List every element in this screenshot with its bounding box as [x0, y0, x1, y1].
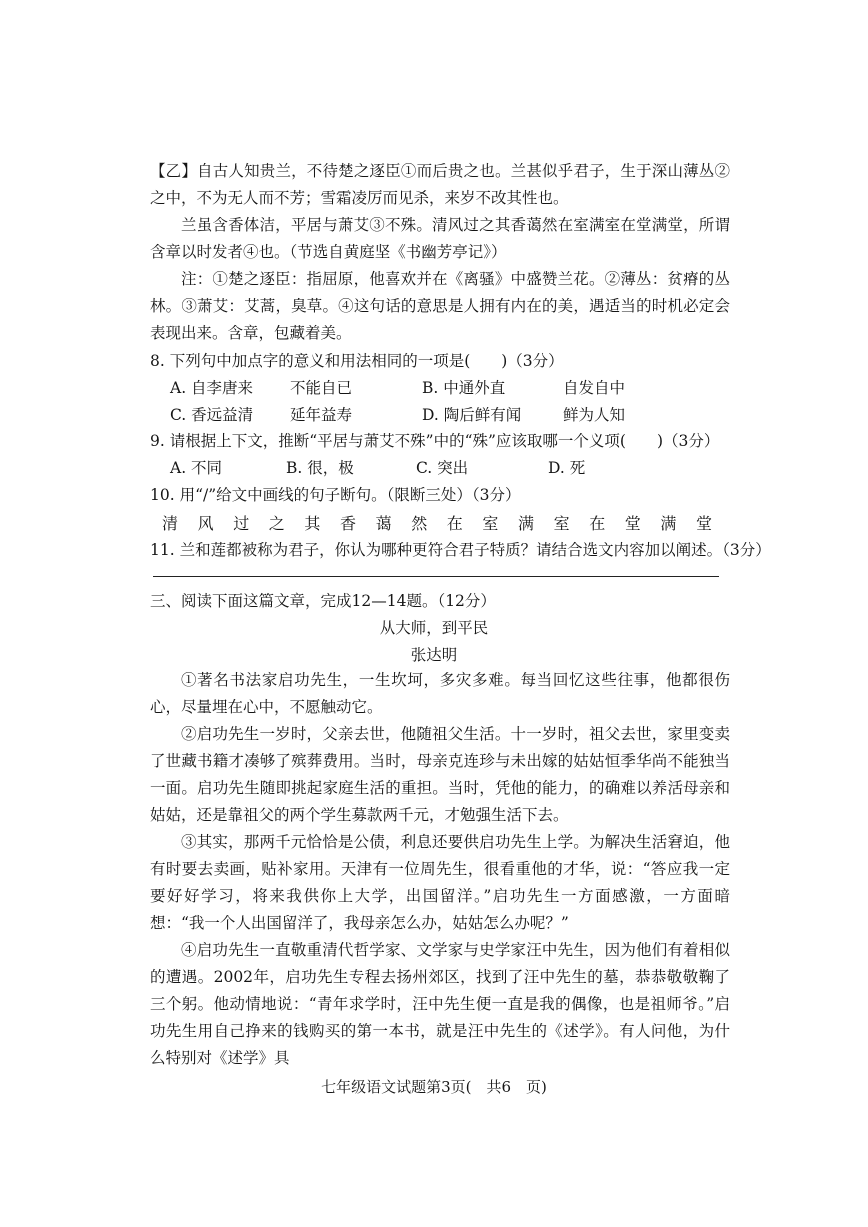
passage-b-notes: 注：①楚之逐臣：指屈原，他喜欢并在《离骚》中盛赞兰花。②薄丛：贫瘠的丛林。③萧艾：艾蒿，臭草。④这句话的意思是人拥有内在的美，遇适当的时机必定会表现出来。含章，包藏着美。 — [150, 270, 730, 342]
passage-b-para-2: 兰虽含香体洁，平居与萧艾③不殊。清风过之其香蔼然在室满室在堂满堂，所谓含章以时发者④也。（节选自黄庭坚《书幽芳亭记》） — [150, 216, 730, 261]
q8-option-d-right: 鲜为人知 — [563, 406, 626, 424]
passage-b-para-1: 【乙】自古人知贵兰，不待楚之逐臣①而后贵之也。兰甚似乎君子，生于深山薄丛②之中，不为无人而不芳；雪霜凌厉而见杀，来岁不改其性也。 — [150, 162, 730, 207]
passage-b — [150, 158, 730, 347]
q8-option-a-left: A. 自李唐来 — [170, 379, 254, 397]
article-para-2: ②启功先生一岁时，父亲去世，他随祖父生活。十一岁时，祖父去世，家里变卖了世藏书籍才凑够了殡葬费用。当时，母亲克连珍与未出嫁的姑姑恒季华尚不能独当一面。启功先生随即挑起家庭生活的重担。当时，凭他的能力，的确难以养活母亲和姑姑，还是靠祖父的两个学生募款两千元，才勉强生活下去。 — [150, 725, 730, 824]
q11-stem: 11. 兰和莲都被称为君子，你认为哪种更符合君子特质？请结合选文内容加以阐述。（3分） — [150, 541, 771, 559]
article-title: 从大师，到平民 — [379, 619, 489, 637]
page-footer: 七年级语文试题第3页( 共6 页) — [321, 1078, 547, 1096]
q10-stem: 10. 用“/”给文中画线的句子断句。（限断三处）（3分） — [150, 486, 521, 504]
answer-line — [153, 576, 719, 577]
q9-option-b: B. 很，极 — [286, 459, 354, 477]
q10-sentence: 清风过之其香蔼然在室满室在堂满堂 — [162, 514, 732, 533]
q9-option-c: C. 突出 — [416, 459, 469, 477]
q8-option-a-right: 不能自已 — [290, 379, 353, 397]
section3-heading: 三、阅读下面这篇文章，完成12—14题。（12分） — [150, 592, 496, 610]
q9-option-d: D. 死 — [548, 459, 586, 477]
q8-option-d-left: D. 陶后鲜有闻 — [422, 406, 522, 424]
q8-option-b-left: B. 中通外直 — [422, 379, 506, 397]
article-para-4: ④启功先生一直敬重清代哲学家、文学家与史学家汪中先生，因为他们有着相似的遭遇。2002年，启功先生专程去扬州郊区，找到了汪中先生的墓，恭恭敬敬鞠了三个躬。他动情地说：“青年求学时，汪中先生便一直是我的偶像，也是祖师爷。”启功先生用自己挣来的钱购买的第一本书，就是汪中先生的《述学》。有人问他，为什么特别对《述学》具 — [150, 941, 730, 1067]
article-body — [150, 667, 730, 1072]
q8-stem: 8. 下列句中加点字的意义和用法相同的一项是( )（3分） — [150, 352, 564, 370]
q8-option-c-left: C. 香远益清 — [170, 406, 254, 424]
q8-option-c-right: 延年益寿 — [290, 406, 353, 424]
article-para-3: ③其实，那两千元恰恰是公债，利息还要供启功先生上学。为解决生活窘迫，他有时要去卖画，贴补家用。天津有一位周先生，很看重他的才华，说：“答应我一定要好好学习，将来我供你上大学，出国留洋。”启功先生一方面感激，一方面暗想：“我一个人出国留洋了，我母亲怎么办，姑姑怎么办呢？” — [150, 833, 730, 932]
article-para-1: ①著名书法家启功先生，一生坎坷，多灾多难。每当回忆这些往事，他都很伤心，尽量埋在心中，不愿触动它。 — [150, 671, 730, 716]
q9-option-a: A. 不同 — [170, 459, 223, 477]
article-author: 张达明 — [410, 646, 458, 664]
q9-stem: 9. 请根据上下文，推断“平居与萧艾不殊”中的“殊”应该取哪一个义项( )（3分） — [150, 432, 720, 450]
q8-option-b-right: 自发自中 — [563, 379, 626, 397]
